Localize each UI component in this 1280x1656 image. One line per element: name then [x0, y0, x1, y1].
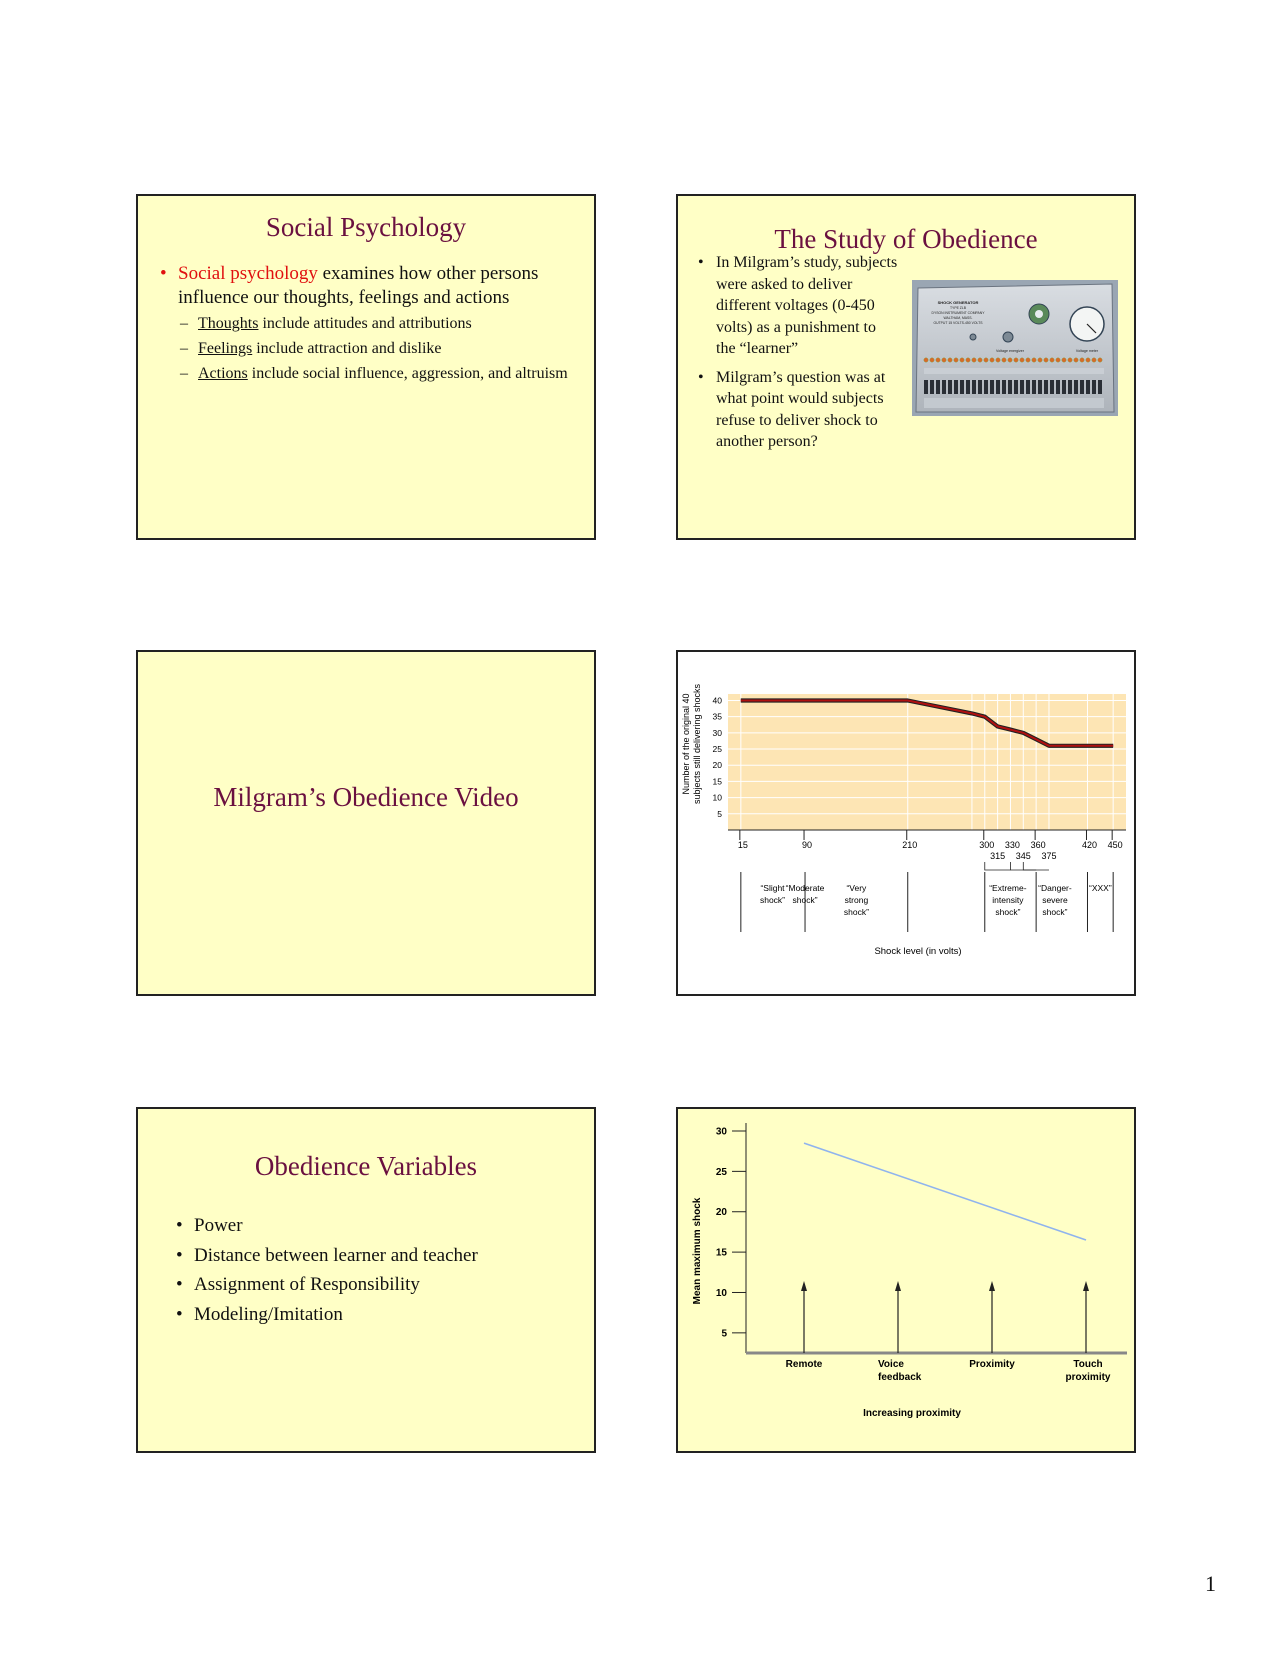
shock-generator-image: [912, 280, 1118, 416]
indicator-lamp: [1074, 358, 1078, 362]
y-tick-labels: [713, 695, 723, 818]
shock-switch: [1092, 380, 1096, 394]
slide-obedience-variables: [136, 1107, 596, 1453]
indicator-lamp: [1002, 358, 1006, 362]
indicator-lamp: [936, 358, 940, 362]
bullet-text: examines how other persons influence our thoughts, feelings and actions: [178, 263, 539, 308]
shock-switch: [984, 380, 988, 394]
x-category-label: Touch: [1073, 1359, 1103, 1370]
shock-category-label: “Danger-: [1038, 883, 1072, 893]
shock-switch: [960, 380, 964, 394]
shock-switch: [1050, 380, 1054, 394]
shock-category-label: “Very: [846, 883, 867, 893]
shock-category-label: shock”: [1042, 907, 1068, 917]
x-tick-label: 345: [1015, 851, 1031, 861]
shock-switch: [1008, 380, 1012, 394]
shock-switch: [1038, 380, 1042, 394]
shock-switch: [1086, 380, 1090, 394]
shock-category-label: shock”: [759, 895, 786, 905]
y-axis-ticks: [716, 1127, 746, 1340]
slide-title: Social Psychology: [265, 212, 467, 242]
y-tick-label: 30: [712, 727, 722, 738]
x-category-labels: [786, 1359, 1111, 1383]
indicator-lamp: [930, 358, 934, 362]
shock-category-label: “Slight: [760, 883, 785, 893]
x-category-label: Remote: [785, 1359, 823, 1370]
indicator-lamp: [1068, 358, 1072, 362]
proximity-chart: [678, 1109, 1134, 1451]
sub-bullet-term: Actions: [198, 365, 248, 382]
x-axis-scale: [728, 830, 1126, 861]
x-tick-label: 375: [1041, 851, 1057, 861]
bullet-item: • Distance between learner and teacher: [176, 1241, 576, 1271]
bullet-term: Social psychology: [178, 263, 318, 284]
indicator-lamp: [1044, 358, 1048, 362]
sub-bullet-item: [178, 363, 570, 384]
indicator-lamp: [954, 358, 958, 362]
shock-switch: [996, 380, 1000, 394]
shock-switch: [1062, 380, 1066, 394]
arrow-head-icon: [989, 1281, 995, 1291]
indicator-lamp: [1020, 358, 1024, 362]
indicator-lamp: [1038, 358, 1042, 362]
shock-switch: [1080, 380, 1084, 394]
x-tick-label: 450: [1107, 840, 1123, 850]
shock-switch: [972, 380, 976, 394]
x-tick-label: 90: [802, 840, 813, 850]
shock-switch: [1032, 380, 1036, 394]
indicator-lamp: [1080, 358, 1084, 362]
plot-area: [728, 694, 1126, 830]
slide-social-psychology: [136, 194, 596, 540]
y-tick-label: 5: [717, 808, 722, 819]
indicator-lamp: [1098, 358, 1102, 362]
shock-switch: [1098, 380, 1102, 394]
shock-switch: [978, 380, 982, 394]
slide-title: The Study of Obedience: [774, 224, 1038, 254]
shock-category-label: severe: [1042, 895, 1068, 905]
shock-switch: [1068, 380, 1072, 394]
shock-switch: [1044, 380, 1048, 394]
indicator-lamp: [1086, 358, 1090, 362]
shock-category-label: intensity: [992, 895, 1024, 905]
shock-switch: [948, 380, 952, 394]
category-arrows: [801, 1281, 1089, 1353]
sub-bullet-list: [178, 313, 570, 384]
x-category-label: Voice: [878, 1359, 904, 1370]
bullet-item: • Power: [176, 1211, 576, 1241]
bullet-list: [160, 262, 570, 388]
bracket-connector: [1023, 862, 1049, 870]
svg-text:SHOCK GENERATOR: SHOCK GENERATOR: [937, 300, 979, 305]
shock-switch: [966, 380, 970, 394]
shock-switch: [990, 380, 994, 394]
x-category-label: Proximity: [969, 1359, 1015, 1370]
indicator-lamp: [972, 358, 976, 362]
indicator-lamp: [966, 358, 970, 362]
indicator-lamp: [1092, 358, 1096, 362]
shock-switch: [1014, 380, 1018, 394]
svg-text:OUTPUT 15 VOLTS-450 VOLTS: OUTPUT 15 VOLTS-450 VOLTS: [933, 321, 983, 325]
indicator-lamp: [924, 358, 928, 362]
slide-title: Obedience Variables: [254, 1151, 478, 1181]
shock-switch: [1056, 380, 1060, 394]
shock-category-label: strong: [844, 895, 869, 905]
y-tick-label: 15: [715, 1247, 727, 1259]
y-tick-label: 30: [715, 1126, 727, 1138]
nameplate: [932, 300, 986, 325]
sub-bullet-term: Thoughts: [198, 315, 259, 332]
shock-switch: [1026, 380, 1030, 394]
x-axis-label: Shock level (in volts): [874, 946, 962, 957]
y-tick-label: 35: [712, 711, 722, 722]
shock-switch: [1020, 380, 1024, 394]
y-tick-label: 10: [715, 1287, 727, 1299]
indicator-lamp: [1062, 358, 1066, 362]
y-tick-label: 5: [721, 1328, 727, 1340]
slide-title: Milgram’s Obedience Video: [213, 782, 519, 812]
shock-category-label: “Extreme-: [989, 883, 1027, 893]
slide-obedience-video: [136, 650, 596, 996]
sub-bullet-text: include attitudes and attributions: [258, 315, 472, 332]
sub-bullet-item: [178, 338, 570, 359]
indicator-lamp: [1014, 358, 1018, 362]
shock-category-label: shock”: [792, 895, 818, 905]
indicator-lamp: [960, 358, 964, 362]
x-axis-line: [746, 1123, 1127, 1353]
shock-category-label: shock”: [843, 907, 869, 917]
bullet-item: • In Milgram’s study, subjects were asked to deliver different voltages (0-450 volts) as a punishment to the “learner”: [698, 252, 898, 360]
slide-proximity-chart: [676, 1107, 1136, 1453]
indicator-lamp: [942, 358, 946, 362]
arrow-head-icon: [895, 1281, 901, 1291]
y-axis-label: Mean maximum shock: [692, 1197, 703, 1305]
bullet-list: [176, 1211, 576, 1329]
shock-switch: [930, 380, 934, 394]
shock-category-label: “XXX”: [1088, 883, 1112, 893]
y-tick-label: 10: [712, 792, 722, 803]
shock-switch: [1002, 380, 1006, 394]
svg-text:Voltage meter: Voltage meter: [1075, 349, 1099, 353]
sub-bullet-text: include attraction and dislike: [252, 340, 442, 357]
x-axis-label: Increasing proximity: [863, 1408, 961, 1419]
sub-bullet-text: include social influence, aggression, and altruism: [247, 365, 568, 382]
indicator-lamp: [1050, 358, 1054, 362]
shock-categories: [737, 830, 1113, 932]
arrow-head-icon: [1083, 1281, 1089, 1291]
x-tick-label: 360: [1030, 840, 1046, 850]
indicator-lamp: [990, 358, 994, 362]
y-tick-label: 20: [712, 760, 722, 771]
indicator-lamp: [1056, 358, 1060, 362]
y-tick-label: 40: [712, 695, 722, 706]
y-axis-label-line-1: Number of the original 40: [681, 693, 691, 795]
slide-study-of-obedience: [676, 194, 1136, 540]
page-number: 1: [1205, 1571, 1216, 1596]
arrow-head-icon: [801, 1281, 807, 1291]
shock-switch: [924, 380, 928, 394]
bullet-item: • Assignment of Responsibility: [176, 1270, 576, 1300]
svg-text:WALTHAM, MASS.: WALTHAM, MASS.: [943, 316, 973, 320]
x-category-label: feedback: [878, 1372, 922, 1383]
bullet-item: • Milgram’s question was at what point would subjects refuse to deliver shock to another person?: [698, 367, 898, 453]
slide-shock-chart: [676, 650, 1136, 996]
y-tick-label: 15: [712, 776, 722, 787]
shock-switch: [942, 380, 946, 394]
indicator-lamp: [1026, 358, 1030, 362]
bullet-item: [160, 262, 570, 384]
shock-switch: [1074, 380, 1078, 394]
x-tick-label: 15: [737, 840, 748, 850]
svg-text:TYPE ZLB: TYPE ZLB: [949, 306, 967, 310]
shock-level-chart: [678, 652, 1134, 994]
bracket-connector: [985, 862, 1011, 870]
y-tick-label: 25: [715, 1166, 727, 1178]
svg-text:DYSON INSTRUMENT COMPANY: DYSON INSTRUMENT COMPANY: [931, 311, 985, 315]
bullet-item: • Modeling/Imitation: [176, 1300, 576, 1330]
sub-bullet-item: [178, 313, 570, 334]
y-tick-label: 20: [715, 1207, 727, 1219]
x-tick-label: 210: [902, 840, 918, 850]
indicator-lamp: [1008, 358, 1012, 362]
shock-category-label: shock”: [995, 907, 1021, 917]
svg-text:Voltage energizer: Voltage energizer: [996, 349, 1024, 353]
x-tick-label: 330: [1004, 840, 1020, 850]
indicator-lamp: [948, 358, 952, 362]
x-tick-label: 300: [979, 840, 995, 850]
x-category-label: proximity: [1065, 1372, 1111, 1383]
indicator-lamp: [996, 358, 1000, 362]
bullet-list: [698, 252, 898, 460]
shock-switch: [936, 380, 940, 394]
shock-switch: [954, 380, 958, 394]
y-axis-label-line-2: subjects still delivering shocks: [692, 683, 702, 805]
x-tick-label: 315: [990, 851, 1006, 861]
trend-line: [804, 1143, 1086, 1240]
indicator-lamp: [1032, 358, 1036, 362]
shock-category-label: “Moderate: [785, 883, 825, 893]
x-tick-label: 420: [1081, 840, 1097, 850]
indicator-lamp: [978, 358, 982, 362]
indicator-lamp: [984, 358, 988, 362]
sub-bullet-term: Feelings: [198, 340, 253, 357]
y-tick-label: 25: [712, 744, 722, 755]
